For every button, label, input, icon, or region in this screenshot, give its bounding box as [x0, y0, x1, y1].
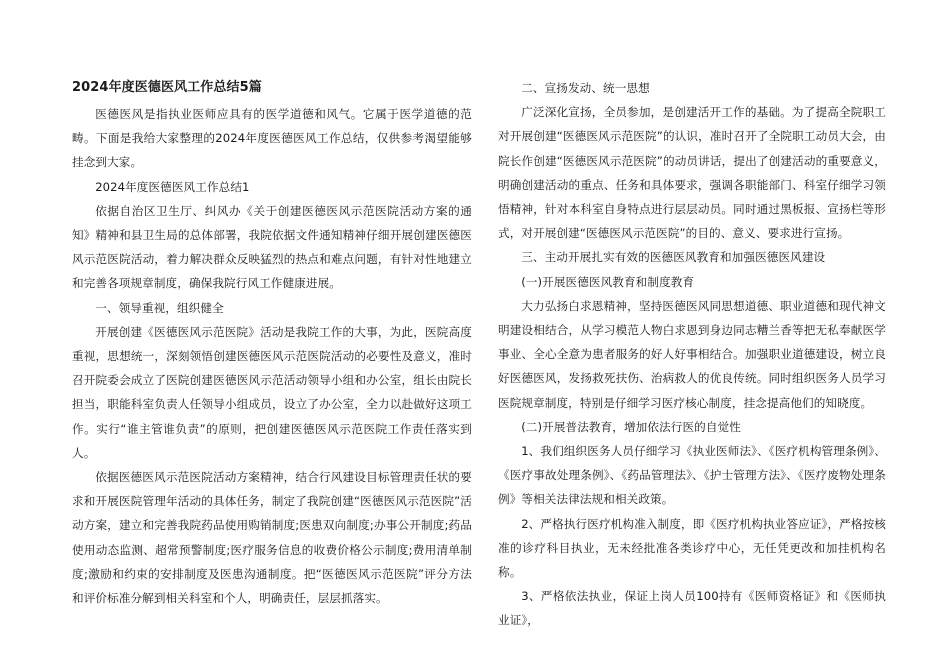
body-paragraph: 依据医德医风示范医院活动方案精神，结合行风建设目标管理责任状的要求和开展医院管理年活动的具体任务，制定了我院创建“医德医风示范医院”活动方案，建立和完善我院药品使用购销制度;医患双向制度;办事公开制度;药品使用动态监测、超常预警制度;医疗服务信息的收费价格公示制度;费用清单制度;激励和约束的安排制度及医患沟通制度。把“医德医风示范医院”评分方法和评价标准分解到相关科室和个人，明确责任，层层抓落实。 — [72, 470, 472, 606]
right-column — [498, 76, 886, 633]
list-item: 3、严格依法执业，保证上岗人员100持有《医师资格证》和《医师执业证》， — [498, 589, 886, 628]
section-heading: 一、领导重视，组织健全 — [95, 300, 224, 315]
intro-paragraph: 医德医风是指执业医师应具有的医学道德和风气。它属于医学道德的范畴。下面是我给大家整理的2024年度医德医风工作总结，仅供参考渴望能够挂念到大家。 — [72, 107, 472, 170]
body-paragraph: 开展创建《医德医风示范医院》活动是我院工作的大事，为此，医院高度重视，思想统一，深刻领悟创建医德医风示范医院活动的必要性及意义，准时召开院委会成立了医院创建医德医风示范活动领导小组和办公室，组长由院长担当，职能科室负责人任领导小组成员，设立了办公室，全力以赴做好这项工作。实行“谁主管谁负责”的原则，把创建医德医风示范医院工作责任落实到人。 — [72, 324, 472, 460]
body-paragraph: 依据自治区卫生厅、纠风办《关于创建医德医风示范医院活动方案的通知》精神和县卫生局的总体部署，我院依据文件通知精神仔细开展创建医德医风示范医院活动，着力解决群众反映猛烈的热点和难点问题，有针对性地建立和完善各项规章制度，确保我院行风工作健康进展。 — [72, 203, 472, 291]
document-title: 2024年度医德医风工作总结5篇 — [72, 80, 262, 95]
subsection-heading: (二)开展普法教育，增加依法行医的自觉性 — [521, 419, 741, 434]
left-column — [72, 76, 472, 610]
section-subtitle: 2024年度医德医风工作总结1 — [95, 179, 250, 194]
list-item: 2、严格执行医疗机构准入制度，即《医疗机构执业答应证》，严格按核准的诊疗科目执业，无未经批准各类诊疗中心，无任凭更改和加挂机构名称。 — [498, 516, 886, 580]
subsection-heading: (一)开展医德医风教育和制度教育 — [521, 274, 695, 289]
body-paragraph: 广泛深化宣扬，全员参加，是创建活开工作的基础。为了提高全院职工对开展创建“医德医风示范医院”的认识，准时召开了全院职工动员大会，由院长作创建“医德医风示范医院”的动员讲话，提出了创建活动的重要意义，明确创建活动的重点、任务和具体要求，强调各职能部门、科室仔细学习领悟精神，针对本科室自身特点进行层层动员。同时通过黑板报、宣扬栏等形式，对开展创建“医德医风示范医院”的目的、意义、要求进行宣扬。 — [498, 105, 886, 241]
section-heading: 二、宣扬发动、统一思想 — [521, 81, 650, 95]
body-paragraph: 大力弘扬白求恩精神，坚持医德医风同思想道德、职业道德和现代神文明建设相结合，从学习模范人物白求恩到身边同志糟兰香等把无私奉献医学事业、全心全意为患者服务的好人好事相结合。加强职业道德建设，树立良好医德医风，发扬救死扶伤、治病救人的优良传统。同时组织医务人员学习医院规章制度，特别是仔细学习医疗核心制度，挂念提高他们的知晓度。 — [498, 298, 886, 410]
section-heading: 三、主动开展扎实有效的医德医风教育和加强医德医风建设 — [521, 250, 826, 265]
list-item: 1、我们组织医务人员仔细学习《执业医师法》、《医疗机构管理条例》、《医疗事故处理条例》、《药品管理法》、《护士管理方法》、《医疗废物处理条例》等相关法律法规和相关政策。 — [498, 444, 886, 507]
